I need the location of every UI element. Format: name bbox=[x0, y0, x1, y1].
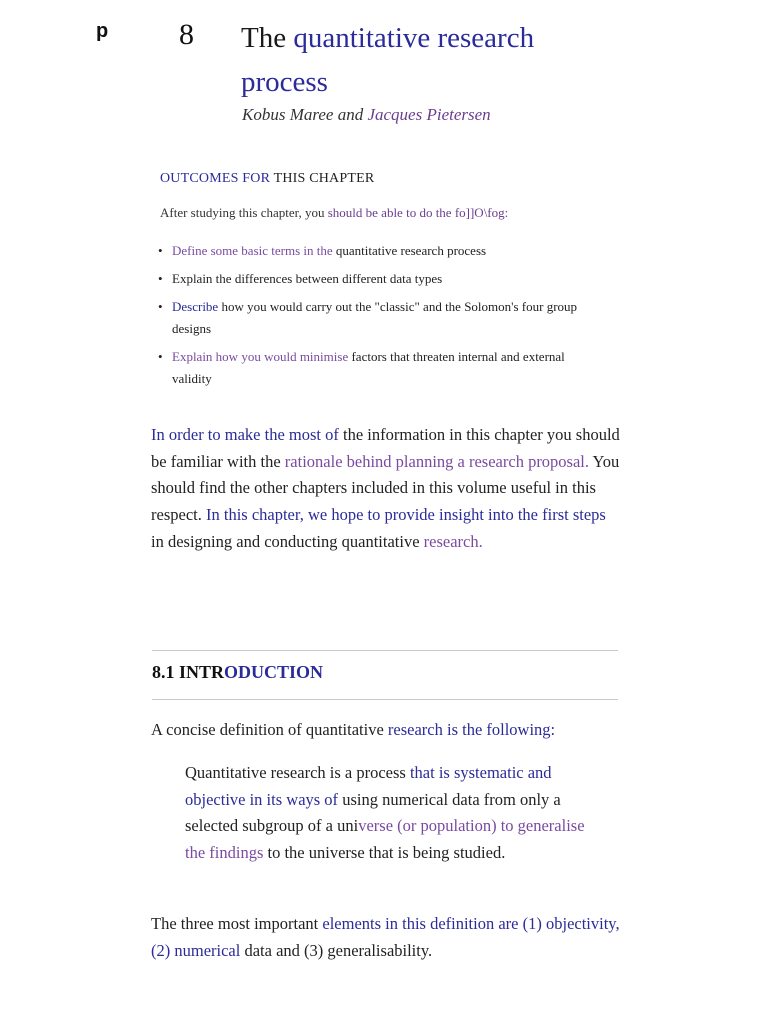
definition-lead bbox=[151, 717, 621, 744]
quote-part4: verse (or population) to generalise the findings bbox=[185, 816, 585, 863]
outcome-item-b: quantitative research process bbox=[335, 243, 487, 258]
outcome-item-a: Define some basic terms in the bbox=[172, 243, 336, 258]
intro-paragraph bbox=[151, 422, 621, 556]
authors-part2: Jacques Pietersen bbox=[367, 105, 491, 124]
outcomes-heading-b: THIS CHAPTER bbox=[273, 171, 375, 186]
section-title-b: ODUCTION bbox=[224, 662, 324, 682]
outcome-item bbox=[158, 346, 598, 390]
outcome-item-a: Describe bbox=[172, 299, 222, 314]
chapter-title-part2: quantitative research bbox=[293, 22, 535, 54]
outcome-item-b: how you would carry out the "classic" and the Solomon's four group designs bbox=[172, 299, 578, 336]
outcomes-intro bbox=[160, 205, 508, 221]
section-rule-top bbox=[152, 650, 618, 651]
outcomes-heading-a: OUTCOMES FOR bbox=[160, 171, 274, 186]
intro-s1b: the information in this chapter you should be familiar with the bbox=[151, 425, 620, 471]
definition-lead-b: research is the following: bbox=[387, 720, 556, 739]
outcomes-intro-a: After studying this chapter, you bbox=[160, 205, 328, 220]
outcome-item-b: factors that threaten internal and external validity bbox=[172, 349, 565, 386]
intro-s3c: research. bbox=[423, 531, 483, 551]
quote-part1: Quantitative research is a process bbox=[185, 763, 410, 782]
closing-b: elements in this definition are (1) objectivity, (2) numerical bbox=[151, 914, 620, 960]
section-rule-bottom bbox=[152, 699, 618, 700]
closing-paragraph bbox=[151, 911, 621, 964]
quote-part3: using numerical data from only a selected subgroup of a uni bbox=[185, 789, 561, 836]
definition-lead-a: A concise definition of quantitative bbox=[151, 720, 388, 739]
chapter-authors bbox=[242, 105, 491, 125]
outcomes-list bbox=[158, 240, 598, 396]
outcomes-intro-b: should be able to do the fo]]O\fog: bbox=[327, 205, 509, 220]
closing-c: data and (3) generalisability. bbox=[240, 940, 433, 960]
outcomes-heading bbox=[160, 171, 374, 187]
outcome-item bbox=[158, 240, 598, 262]
intro-s1a: In order to make the most of bbox=[151, 425, 343, 444]
outcome-item-a: Explain how you would minimise bbox=[172, 349, 352, 364]
outcome-item-a: Explain the differences between different data types bbox=[172, 271, 443, 286]
section-heading bbox=[152, 662, 323, 683]
chapter-title bbox=[241, 16, 621, 104]
intro-s1c: rationale behind planning a research proposal. bbox=[284, 451, 590, 471]
definition-quote bbox=[185, 760, 605, 867]
outcome-item bbox=[158, 296, 598, 340]
authors-part1: Kobus Maree and bbox=[242, 105, 368, 124]
outcome-item bbox=[158, 268, 598, 290]
chapter-number: 8 bbox=[179, 18, 194, 51]
quote-part2: that is systematic and objective in its ways of bbox=[185, 763, 552, 809]
closing-a: The three most important bbox=[151, 914, 323, 933]
chapter-title-line2: process bbox=[241, 66, 328, 98]
section-title-a: INTR bbox=[179, 662, 225, 682]
quote-part5: to the universe that is being studied. bbox=[267, 843, 506, 863]
intro-s3b: in designing and conducting quantitative bbox=[151, 531, 424, 551]
intro-s2a: You should find the other chapters included in this volume useful in this respect. bbox=[151, 451, 620, 525]
page-marker: p bbox=[96, 20, 109, 42]
intro-s3a: In this chapter, we hope to provide insight into the first steps bbox=[201, 505, 606, 525]
section-number: 8.1 bbox=[152, 662, 179, 682]
chapter-title-part1: The bbox=[241, 22, 294, 54]
